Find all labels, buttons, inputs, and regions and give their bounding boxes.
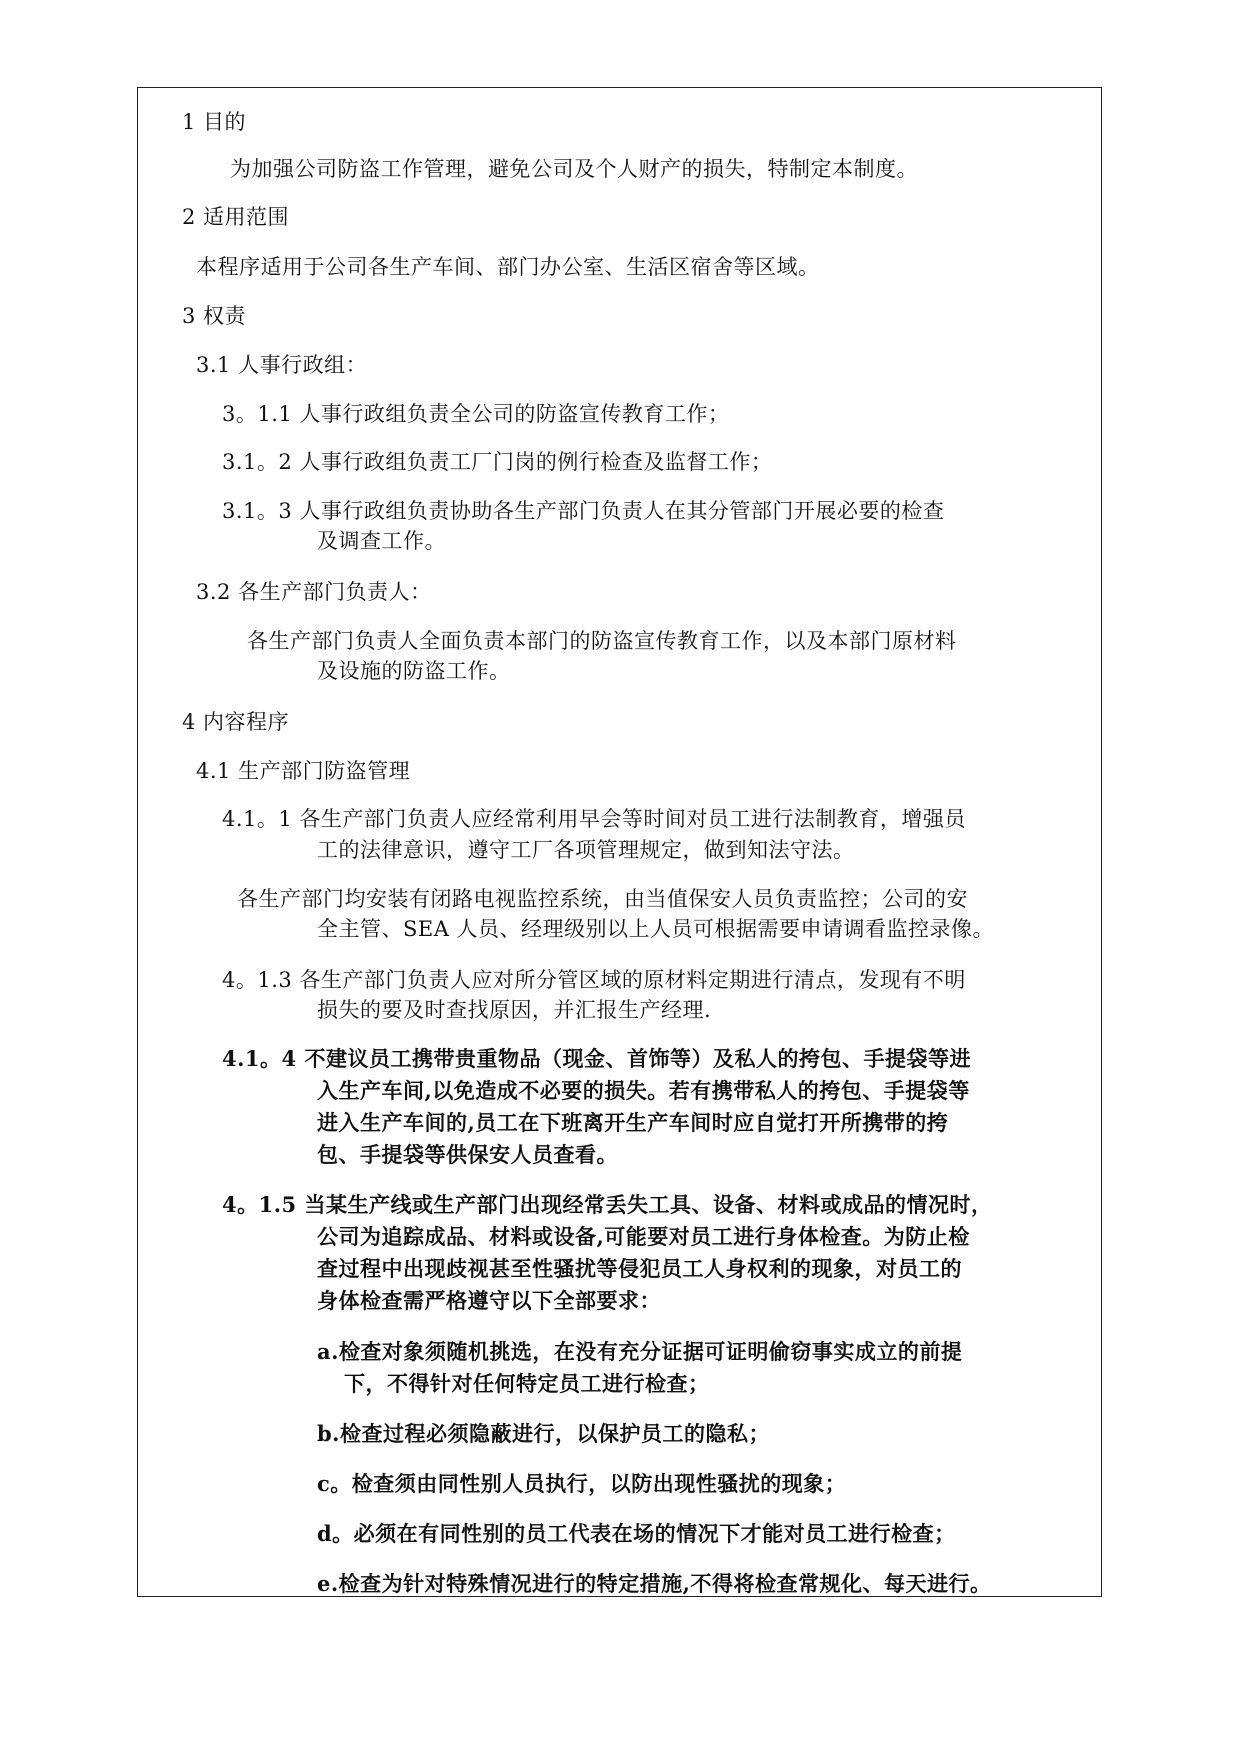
section-4-1-4-line4: 包、手提袋等供保安人员查看。 bbox=[317, 1142, 618, 1167]
requirement-d: d。必须在有同性别的员工代表在场的情况下才能对员工进行检查； bbox=[317, 1521, 956, 1546]
requirement-a-line1: a.检查对象须随机挑选，在没有充分证据可证明偷窃事实成立的前提 bbox=[317, 1339, 963, 1364]
requirement-a-line2: 下，不得针对任何特定员工进行检查； bbox=[344, 1371, 710, 1396]
section-4-1-5-line1: 4。1.5 当某生产线或生产部门出现经常丢失工具、设备、材料或成品的情况时， bbox=[222, 1192, 993, 1217]
section-4-heading: 4 内容程序 bbox=[182, 710, 290, 734]
section-3-2-body-line2: 及设施的防盗工作。 bbox=[317, 659, 511, 683]
section-2-heading: 2 适用范围 bbox=[182, 205, 290, 229]
section-3-1-1: 3。1.1 人事行政组负责全公司的防盗宣传教育工作； bbox=[222, 402, 730, 426]
section-1-body: 为加强公司防盗工作管理，避免公司及个人财产的损失，特制定本制度。 bbox=[230, 157, 918, 181]
section-4-1-5-line2: 公司为追踪成品、材料或设备,可能要对员工进行身体检查。为防止检 bbox=[317, 1224, 970, 1249]
section-4-1-1-line1: 4.1。1 各生产部门负责人应经常利用早会等时间对员工进行法制教育，增强员 bbox=[222, 807, 966, 831]
section-4-1-2-line1: 各生产部门均安装有闭路电视监控系统，由当值保安人员负责监控；公司的安 bbox=[237, 887, 968, 911]
section-3-1-title: 3.1 人事行政组： bbox=[196, 353, 368, 377]
section-4-1-4-line1: 4.1。4 不建议员工携带贵重物品（现金、首饰等）及私人的挎包、手提袋等进 bbox=[222, 1046, 971, 1071]
section-4-1-2-line2: 全主管、SEA 人员、经理级别以上人员可根据需要申请调看监控录像。 bbox=[317, 917, 995, 941]
section-4-1-5-line4: 身体检查需严格遵守以下全部要求： bbox=[317, 1288, 661, 1313]
section-4-1-3-line1: 4。1.3 各生产部门负责人应对所分管区域的原材料定期进行清点，发现有不明 bbox=[222, 968, 966, 992]
section-4-1-1-line2: 工的法律意识，遵守工厂各项管理规定，做到知法守法。 bbox=[317, 838, 855, 862]
section-4-1-4-line3: 进入生产车间的,员工在下班离开生产车间时应自觉打开所携带的挎 bbox=[317, 1110, 949, 1135]
requirement-b: b.检查过程必须隐蔽进行，以保护员工的隐私； bbox=[317, 1421, 770, 1446]
section-4-1-4-line2: 入生产车间,以免造成不必要的损失。若有携带私人的挎包、手提袋等 bbox=[317, 1078, 970, 1103]
section-2-body: 本程序适用于公司各生产车间、部门办公室、生活区宿舍等区域。 bbox=[196, 255, 820, 279]
section-4-1-5-line3: 查过程中出现歧视甚至性骚扰等侵犯员工人身权利的现象，对员工的 bbox=[317, 1256, 962, 1281]
section-3-1-3-line1: 3.1。3 人事行政组负责协助各生产部门负责人在其分管部门开展必要的检查 bbox=[222, 499, 945, 523]
requirement-e: e.检查为针对特殊情况进行的特定措施,不得将检查常规化、每天进行。 bbox=[317, 1571, 992, 1596]
section-3-2-body-line1: 各生产部门负责人全面负责本部门的防盗宣传教育工作，以及本部门原材料 bbox=[247, 629, 957, 653]
requirement-c: c。检查须由同性别人员执行，以防出现性骚扰的现象； bbox=[317, 1471, 847, 1496]
section-3-heading: 3 权责 bbox=[182, 304, 247, 328]
section-1-heading: 1 目的 bbox=[182, 110, 247, 134]
section-4-1-title: 4.1 生产部门防盗管理 bbox=[196, 759, 411, 783]
section-3-1-2: 3.1。2 人事行政组负责工厂门岗的例行检查及监督工作； bbox=[222, 450, 773, 474]
section-3-1-3-line2: 及调查工作。 bbox=[317, 529, 446, 553]
section-4-1-3-line2: 损失的要及时查找原因，并汇报生产经理. bbox=[317, 998, 712, 1022]
section-3-2-title: 3.2 各生产部门负责人： bbox=[196, 580, 432, 604]
